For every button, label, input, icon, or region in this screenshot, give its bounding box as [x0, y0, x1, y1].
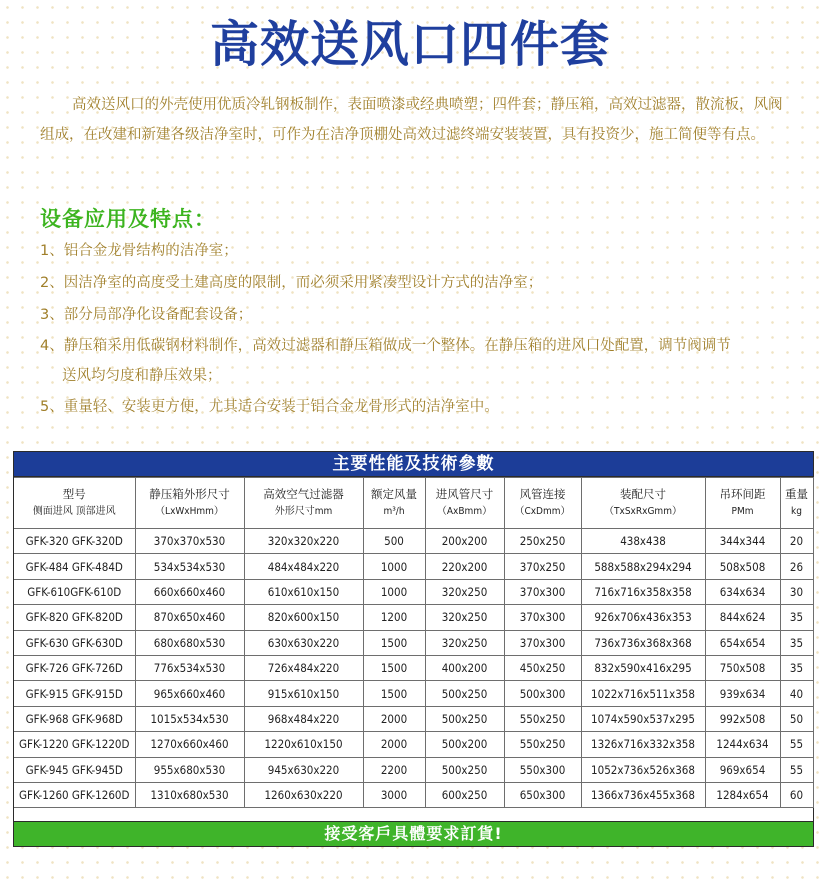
intro-paragraph: 高效送风口的外壳使用优质冷轧钢板制作，表面喷漆或经典喷塑；四件套；静压箱，高效过滤器，散流板，风阀组成，在改建和新建各级洁净室时，可作为在洁净顶棚处高效过滤终端安装装置，具有投资少，施工简便等有点。	[40, 97, 783, 143]
table-cell: GFK-630 GFK-630D	[14, 630, 135, 655]
table-cell: 965x660x460	[135, 681, 244, 706]
feature-item: 3、部分局部净化设备配套设备；	[40, 307, 253, 323]
column-header	[14, 478, 135, 529]
column-header-title: 装配尺寸	[620, 487, 666, 501]
table-cell: 500x200	[425, 732, 504, 757]
column-header	[705, 478, 780, 529]
table-row	[14, 782, 813, 807]
table-row	[14, 655, 813, 680]
table-cell: 35	[780, 605, 813, 630]
column-header-unit: m³/h	[383, 506, 405, 517]
table-row	[14, 757, 813, 782]
table-cell: 600x250	[425, 782, 504, 807]
table-cell: GFK-968 GFK-968D	[14, 706, 135, 731]
table-cell: GFK-610GFK-610D	[14, 579, 135, 604]
table-cell: 776x534x530	[135, 655, 244, 680]
column-header-title: 型号	[62, 487, 86, 501]
table-cell: 534x534x530	[135, 554, 244, 579]
table-cell: 1074x590x537x295	[581, 706, 705, 731]
table-cell: 2200	[363, 757, 425, 782]
column-header	[425, 478, 504, 529]
table-cell: 500	[363, 529, 425, 554]
table-cell: 1500	[363, 655, 425, 680]
table-cell: 35	[780, 630, 813, 655]
column-header-unit: PMm	[731, 506, 754, 517]
table-row	[14, 681, 813, 706]
column-header-unit: （TxSxRxGmm）	[604, 506, 682, 517]
table-cell: 344x344	[705, 529, 780, 554]
column-header	[244, 478, 363, 529]
table-cell: GFK-1220 GFK-1220D	[14, 732, 135, 757]
column-header	[504, 478, 581, 529]
table-cell: 832x590x416x295	[581, 655, 705, 680]
table-cell: GFK-484 GFK-484D	[14, 554, 135, 579]
spec-table-column-headers	[14, 478, 813, 529]
table-cell: 1284x654	[705, 782, 780, 807]
table-cell: 200x200	[425, 529, 504, 554]
spec-table-header: 主要性能及技術參數	[14, 452, 813, 477]
table-cell: 1000	[363, 554, 425, 579]
table-cell: 400x200	[425, 655, 504, 680]
table-cell: 750x508	[705, 655, 780, 680]
table-row	[14, 554, 813, 579]
table-cell: 588x588x294x294	[581, 554, 705, 579]
table-cell: 60	[780, 782, 813, 807]
table-cell: 550x300	[504, 757, 581, 782]
table-cell: 20	[780, 529, 813, 554]
table-cell: 320x250	[425, 605, 504, 630]
spec-table-footer: 接受客戶具體要求訂貨!	[14, 821, 813, 846]
table-row	[14, 605, 813, 630]
column-header-title: 高效空气过滤器	[263, 487, 344, 501]
table-cell: 2000	[363, 732, 425, 757]
column-header-title: 额定风量	[371, 487, 417, 501]
table-cell: 500x250	[425, 681, 504, 706]
table-cell: 992x508	[705, 706, 780, 731]
table-cell: GFK-320 GFK-320D	[14, 529, 135, 554]
table-cell: 1200	[363, 605, 425, 630]
spec-table-panel	[13, 451, 814, 847]
page-title: 高效送风口四件套	[209, 16, 610, 73]
column-header-unit: 外形尺寸mm	[274, 506, 333, 517]
table-cell: 2000	[363, 706, 425, 731]
table-cell: 1000	[363, 579, 425, 604]
table-cell: 370x250	[504, 554, 581, 579]
table-cell: 650x300	[504, 782, 581, 807]
spec-table	[14, 477, 814, 808]
column-header-unit: 侧面进风 顶部进风	[32, 506, 116, 517]
column-header	[363, 478, 425, 529]
table-row	[14, 706, 813, 731]
table-cell: 939x634	[705, 681, 780, 706]
table-cell: 370x300	[504, 605, 581, 630]
table-cell: 945x630x220	[244, 757, 363, 782]
feature-item: 1、铝合金龙骨结构的洁净室；	[40, 243, 238, 259]
table-cell: 500x300	[504, 681, 581, 706]
table-row	[14, 732, 813, 757]
table-cell: 508x508	[705, 554, 780, 579]
table-cell: 654x654	[705, 630, 780, 655]
column-header	[581, 478, 705, 529]
table-cell: 320x250	[425, 579, 504, 604]
table-cell: 1326x716x332x358	[581, 732, 705, 757]
table-cell: 1220x610x150	[244, 732, 363, 757]
feature-item: 2、因洁净室的高度受土建高度的限制，而必须采用紧凑型设计方式的洁净室；	[40, 275, 543, 291]
table-cell: 484x484x220	[244, 554, 363, 579]
table-cell: 1270x660x460	[135, 732, 244, 757]
table-cell: 1366x736x455x368	[581, 782, 705, 807]
table-cell: 55	[780, 757, 813, 782]
column-header-unit: （LxWxHmm）	[155, 506, 224, 517]
table-cell: 726x484x220	[244, 655, 363, 680]
column-header-unit: （CxDmm）	[514, 506, 571, 517]
table-cell: 844x624	[705, 605, 780, 630]
table-cell: 320x250	[425, 630, 504, 655]
table-cell: 26	[780, 554, 813, 579]
table-cell: 955x680x530	[135, 757, 244, 782]
table-cell: GFK-915 GFK-915D	[14, 681, 135, 706]
table-cell: 634x634	[705, 579, 780, 604]
table-cell: 370x300	[504, 579, 581, 604]
column-header-unit: kg	[791, 506, 802, 517]
table-cell: 370x300	[504, 630, 581, 655]
table-cell: 1500	[363, 630, 425, 655]
table-cell: 610x610x150	[244, 579, 363, 604]
table-cell: 870x650x460	[135, 605, 244, 630]
table-cell: 716x716x358x358	[581, 579, 705, 604]
table-cell: 1015x534x530	[135, 706, 244, 731]
column-header	[135, 478, 244, 529]
table-cell: 680x680x530	[135, 630, 244, 655]
table-cell: 1244x634	[705, 732, 780, 757]
column-header-title: 风管连接	[519, 487, 566, 501]
table-cell: 30	[780, 579, 813, 604]
table-cell: 736x736x368x368	[581, 630, 705, 655]
table-cell: GFK-726 GFK-726D	[14, 655, 135, 680]
table-cell: 55	[780, 732, 813, 757]
feature-item-continued-text: 送风均匀度和静压效果；	[62, 368, 222, 384]
table-cell: 450x250	[504, 655, 581, 680]
table-row	[14, 630, 813, 655]
table-cell: GFK-945 GFK-945D	[14, 757, 135, 782]
table-cell: 820x600x150	[244, 605, 363, 630]
table-cell: 1310x680x530	[135, 782, 244, 807]
table-cell: 915x610x150	[244, 681, 363, 706]
table-cell: 969x654	[705, 757, 780, 782]
spec-table-body	[14, 529, 813, 808]
table-cell: 968x484x220	[244, 706, 363, 731]
table-cell: 320x320x220	[244, 529, 363, 554]
table-row	[14, 579, 813, 604]
table-cell: 3000	[363, 782, 425, 807]
feature-item-continued	[40, 361, 788, 391]
table-cell: 35	[780, 655, 813, 680]
table-cell: 660x660x460	[135, 579, 244, 604]
column-header-title: 进风管尺寸	[435, 487, 494, 501]
feature-item: 5、重量轻、安装更方便，尤其适合安装于铝合金龙骨形式的洁净室中。	[40, 399, 499, 415]
table-cell: GFK-820 GFK-820D	[14, 605, 135, 630]
table-cell: 630x630x220	[244, 630, 363, 655]
column-header-title: 重量	[785, 487, 808, 501]
table-cell: 1260x630x220	[244, 782, 363, 807]
column-header	[780, 478, 813, 529]
table-cell: 1022x716x511x358	[581, 681, 705, 706]
table-cell: 500x250	[425, 706, 504, 731]
table-cell: 500x250	[425, 757, 504, 782]
table-cell: 370x370x530	[135, 529, 244, 554]
table-cell: 40	[780, 681, 813, 706]
table-cell: 550x250	[504, 706, 581, 731]
column-header-title: 吊环间距	[719, 487, 766, 501]
table-cell: 926x706x436x353	[581, 605, 705, 630]
table-cell: 1500	[363, 681, 425, 706]
table-cell: 550x250	[504, 732, 581, 757]
table-cell: 220x200	[425, 554, 504, 579]
feature-item: 4、静压箱采用低碳钢材料制作，高效过滤器和静压箱做成一个整体。在静压箱的进风口处配置，调节阀调节	[40, 338, 731, 354]
table-cell: GFK-1260 GFK-1260D	[14, 782, 135, 807]
table-row	[14, 529, 813, 554]
table-cell: 250x250	[504, 529, 581, 554]
column-header-title: 静压箱外形尺寸	[149, 487, 230, 501]
table-cell: 50	[780, 706, 813, 731]
column-header-unit: （AxBmm）	[436, 506, 493, 517]
table-cell: 1052x736x526x368	[581, 757, 705, 782]
features-heading: 设备应用及特点：	[40, 207, 216, 231]
table-cell: 438x438	[581, 529, 705, 554]
